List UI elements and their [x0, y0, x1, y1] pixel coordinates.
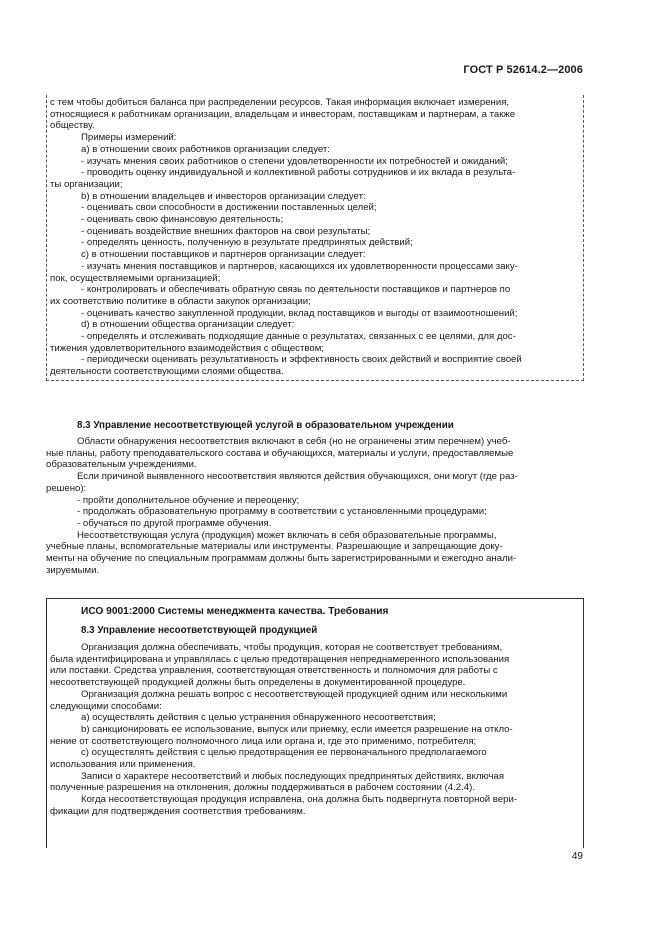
text-line: деятельности соответствующими слоями общества.: [50, 366, 284, 378]
text-line: использования или применения.: [50, 759, 196, 771]
text-line: Если причиной выявленного несоответствия являются действия обучающихся, они могут (где раз-: [77, 471, 518, 483]
text-line: относящиеся к работникам организации, владельцам и инвесторам, поставщикам и партнерам, а также: [50, 108, 516, 120]
text-line: несоответствующей продукцией должны быть определены в документированной процедуре.: [50, 677, 466, 689]
text-line: Примеры измерений:: [81, 132, 177, 144]
text-line: b) в отношении владельцев и инвесторов организации следует:: [81, 190, 366, 202]
text-line: - периодически оценивать результативность и эффективность своих действий и восприятие своей: [81, 354, 522, 366]
box1-text: [50, 97, 578, 378]
section-text: [46, 436, 584, 576]
text-line: образовательным учреждениями.: [46, 459, 197, 471]
document-code: ГОСТ Р 52614.2—2006: [463, 64, 583, 76]
text-line: решено):: [46, 482, 87, 494]
dashed-example-box: [46, 95, 584, 381]
text-line: зируемыми.: [46, 564, 100, 576]
text-line: - оценивать качество закупленной продукции, вклад поставщиков и выгоды от взаимоотношений;: [81, 307, 518, 319]
text-line: - оценивать воздействие внешних факторов на свои результаты;: [81, 225, 371, 237]
section-title: 8.3 Управление несоответствующей услугой в образовательном учреждении: [77, 420, 454, 431]
text-line: учебные планы, вспомогательные материалы или инструменты. Разрешающие и запрещающие доку-: [46, 541, 503, 553]
text-line: их соответствию политике в области закупок организации;: [50, 295, 311, 307]
text-line: d) в отношении общества организации следует:: [81, 319, 295, 331]
text-line: Несоответствующая услуга (продукция) может включать в себя образовательные программы,: [77, 529, 497, 541]
text-line: - оценивать свои способности в достижении поставленных целей;: [81, 202, 377, 214]
text-line: с) в отношении поставщиков и партнеров организации следует:: [81, 249, 366, 261]
text-line: тижения удовлетворительного взаимодействия с обществом;: [50, 342, 324, 354]
text-line: следующими способами:: [50, 700, 162, 712]
iso-quote-box: [46, 598, 584, 848]
text-line: - изучать мнения поставщиков и партнеров, касающихся их удовлетворенности процессами заку-: [81, 260, 518, 272]
text-line: - проводить оценку индивидуальной и коллективной работы сотрудников и их вклада в результа-: [81, 167, 516, 179]
text-line: Области обнаружения несоответствия включают в себя (но не ограничены этим перечнем) учеб-: [77, 436, 511, 447]
text-line: или поставки. Средства управления, соответствующая ответственность и полномочия для работы с: [50, 665, 498, 677]
iso-title: ИСО 9001:2000 Системы менеджмента качества. Требования: [81, 606, 389, 617]
text-line: - обучаться по другой программе обучения.: [77, 517, 272, 529]
section-8-3-education: [46, 420, 584, 576]
text-line: - пройти дополнительное обучение и переоценку;: [77, 494, 300, 506]
text-line: Организация должна обеспечивать, чтобы продукция, которая не соответствует требованиям,: [81, 642, 503, 653]
text-line: c) осуществлять действия с целью предотвращения ее первоначального предполагаемого: [81, 747, 487, 759]
text-line: фикации для подтверждения соответствия требованиям.: [50, 805, 306, 817]
text-line: Организация должна решать вопрос с несоответствующей продукцией одним или несколькими: [81, 688, 508, 700]
text-line: полученные разрешения на отклонения, должны поддерживаться в рабочем состоянии (4.2.4).: [50, 782, 476, 794]
text-line: a) осуществлять действия с целью устранения обнаруженного несоответствия;: [81, 712, 436, 724]
text-line: - контролировать и обеспечивать обратную связь по деятельности поставщиков и партнеров по: [81, 284, 511, 296]
text-line: - изучать мнения своих работников о степени удовлетворенности их потребностей и ожиданий;: [81, 155, 508, 167]
page-number: 49: [571, 851, 583, 862]
text-line: нение от соответствующего полномочного лица или органа и, где это применимо, потребителя;: [50, 735, 477, 747]
iso-text: [50, 642, 578, 818]
text-line: обществу.: [50, 120, 95, 132]
text-line: - оценивать свою финансовую деятельность;: [81, 214, 284, 226]
text-line: ные планы, работу преподавательского состава и обучающихся, материалы и услуги, предоставляемые: [46, 447, 514, 459]
text-line: b) санкционировать ее использование, выпуск или приемку, если имеется разрешение на откло-: [81, 723, 513, 735]
text-line: с тем чтобы добиться баланса при распределении ресурсов. Такая информация включает измерения,: [50, 97, 510, 108]
text-line: а) в отношении своих работников организации следует:: [81, 143, 330, 155]
text-line: была идентифицирована и управлялась с целью предотвращения непреднамеренного использования: [50, 653, 510, 665]
text-line: - продолжать образовательную программу в соответствии с установленными процедурами;: [77, 506, 487, 518]
text-line: Записи о характере несоответствий и любых последующих предпринятых действиях, включая: [81, 770, 505, 782]
text-line: - определять ценность, полученную в результате предпринятых действий;: [81, 237, 413, 249]
iso-subtitle: 8.3 Управление несоответствующей продукцией: [81, 625, 318, 636]
text-line: - определять и отслеживать подходящие данные о результатах, связанных с ее целями, для дос-: [81, 331, 516, 343]
text-line: пок, осуществляемыми организацией;: [50, 272, 221, 284]
text-line: Когда несоответствующая продукция исправлена, она должна быть подвергнута повторной вери-: [81, 794, 518, 806]
text-line: менты на обучение по специальным программам должны быть зарегистрированными и ежегодно анали-: [46, 553, 517, 565]
text-line: ты организации;: [50, 178, 123, 190]
